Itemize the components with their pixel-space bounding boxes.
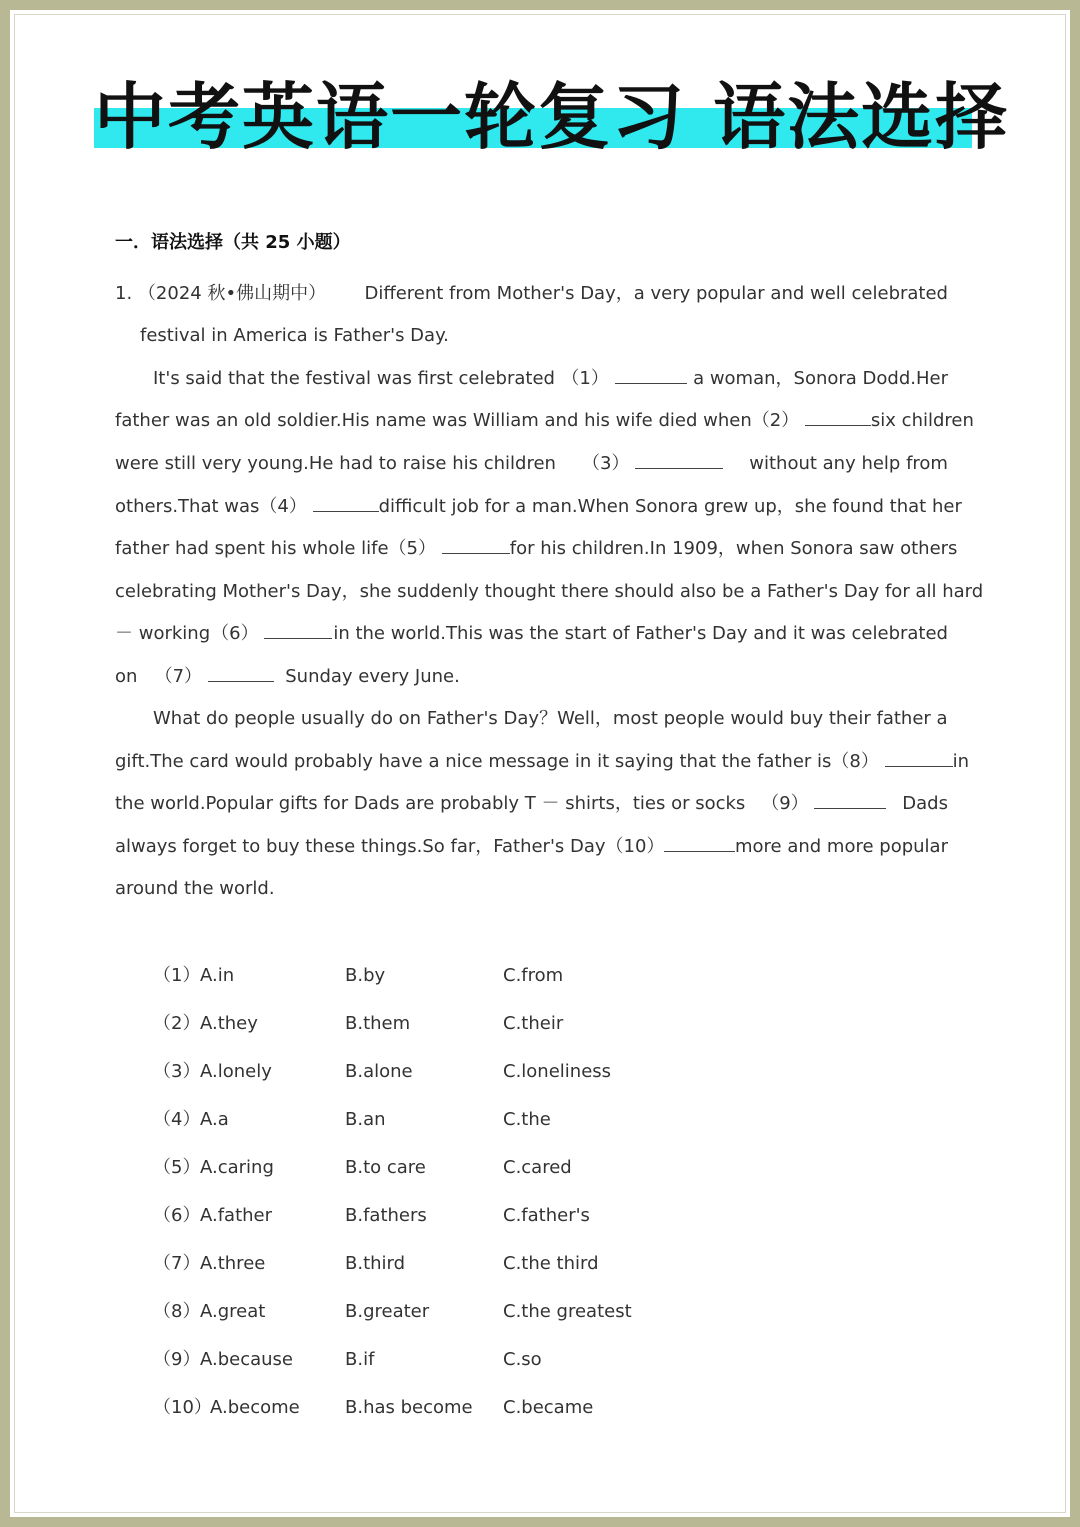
option-number: （10） [153, 1397, 212, 1418]
option-number: （4） [153, 1109, 201, 1130]
passage-line [115, 620, 948, 648]
option-a[interactable]: A.caring [200, 1157, 274, 1178]
passage-text: others.That was [115, 496, 260, 517]
option-a[interactable]: A.father [200, 1205, 273, 1226]
option-b[interactable]: B.alone [345, 1061, 413, 1082]
option-c[interactable]: C.the [503, 1109, 551, 1130]
passage-line [115, 450, 948, 478]
option-number: （8） [153, 1301, 201, 1322]
passage-text: Different from Mother's Day，a very popular and well celebrated [364, 283, 948, 304]
option-a[interactable]: A.because [200, 1349, 294, 1370]
passage-text: six children [870, 410, 974, 431]
option-number: （2） [153, 1013, 201, 1034]
option-number: （6） [153, 1205, 201, 1226]
option-c[interactable]: C.the greatest [503, 1301, 632, 1322]
answer-blank[interactable] [208, 663, 274, 682]
option-c[interactable]: C.so [503, 1349, 542, 1370]
passage-text: What do people usually do on Father's Day？Well，most people would buy their father a [153, 708, 948, 729]
answer-blank[interactable] [313, 493, 379, 512]
passage-line [153, 705, 948, 733]
passage-line [115, 578, 984, 606]
blank-number: （9） [761, 793, 809, 814]
passage-text: more and more popular [735, 836, 948, 857]
option-a[interactable]: A.lonely [200, 1061, 272, 1082]
option-b[interactable]: B.to care [345, 1157, 426, 1178]
blank-number: （3） [582, 453, 630, 474]
option-number: （1） [153, 965, 201, 986]
passage-text: in the world.This was the start of Father's Day and it was celebrated [333, 623, 948, 644]
passage-line [115, 790, 948, 818]
option-c[interactable]: C.became [503, 1397, 594, 1418]
answer-blank[interactable] [635, 450, 723, 469]
passage-line [153, 365, 948, 393]
passage-text: for his children.In 1909，when Sonora saw others [509, 538, 958, 559]
passage-text: always forget to buy these things.So far，Father's Day（10） [115, 836, 665, 857]
passage-text: － working [115, 623, 211, 644]
passage-line [115, 833, 948, 861]
answer-blank[interactable] [264, 620, 332, 639]
option-b[interactable]: B.fathers [345, 1205, 427, 1226]
passage-text: around the world. [115, 878, 275, 899]
blank-number: （5） [388, 538, 436, 559]
answer-blank[interactable] [615, 365, 687, 384]
passage-text: Dads [902, 793, 948, 814]
option-b[interactable]: B.by [345, 965, 386, 986]
passage-text: festival in America is Father's Day. [140, 325, 449, 346]
blank-number: （6） [211, 623, 259, 644]
passage-text: without any help from [749, 453, 948, 474]
passage-line [115, 535, 958, 563]
option-c[interactable]: C.from [503, 965, 564, 986]
option-c[interactable]: C.cared [503, 1157, 572, 1178]
passage-line [140, 322, 973, 350]
passage-text: It's said that the festival was first celebrated [153, 368, 555, 389]
option-a[interactable]: A.become [210, 1397, 300, 1418]
question-number: 1. [115, 283, 133, 304]
passage-line [115, 748, 970, 776]
passage-line [115, 280, 948, 308]
passage-text: gift.The card would probably have a nice message in it saying that the father is [115, 751, 832, 772]
passage-text: a woman，Sonora Dodd.Her [693, 368, 948, 389]
option-a[interactable]: A.in [200, 965, 235, 986]
passage-line [115, 663, 948, 691]
passage-text: celebrating Mother's Day，she suddenly thought there should also be a Father's Day for all hard [115, 581, 984, 602]
passage-line [115, 493, 962, 521]
option-b[interactable]: B.has become [345, 1397, 473, 1418]
option-b[interactable]: B.them [345, 1013, 411, 1034]
blank-number: （8） [831, 751, 879, 772]
page-title: 中考英语一轮复习 语法选择 [94, 74, 1010, 159]
answer-blank[interactable] [805, 407, 871, 426]
blank-number: （2） [751, 410, 800, 431]
option-b[interactable]: B.greater [345, 1301, 430, 1322]
passage-text: the world.Popular gifts for Dads are probably T － shirts，ties or socks [115, 793, 746, 814]
blank-number: （7） [154, 666, 203, 687]
blank-number: （1） [561, 368, 609, 389]
passage-text: father was an old soldier.His name was William and his wife died when [115, 410, 752, 431]
option-number: （3） [153, 1061, 201, 1082]
option-number: （7） [153, 1253, 201, 1274]
answer-blank[interactable] [885, 748, 953, 767]
answer-blank[interactable] [664, 833, 735, 852]
option-b[interactable]: B.an [345, 1109, 386, 1130]
passage-line [115, 875, 948, 903]
option-c[interactable]: C.loneliness [503, 1061, 612, 1082]
passage-text: in [952, 751, 970, 772]
option-a[interactable]: A.they [200, 1013, 258, 1034]
option-c[interactable]: C.the third [503, 1253, 599, 1274]
passage-text: father had spent his whole life [115, 538, 389, 559]
option-a[interactable]: A.a [200, 1109, 229, 1130]
answer-blank[interactable] [442, 535, 510, 554]
option-number: （9） [153, 1349, 201, 1370]
answer-blank[interactable] [814, 790, 886, 809]
passage-text: on [115, 666, 138, 687]
option-c[interactable]: C.father's [503, 1205, 590, 1226]
section-heading: 一．语法选择（共 25 小题） [115, 232, 351, 253]
option-b[interactable]: B.if [345, 1349, 375, 1370]
passage-text: Sunday every June. [285, 666, 460, 687]
question-source: （2024 秋•佛山期中） [137, 283, 327, 304]
option-a[interactable]: A.great [200, 1301, 266, 1322]
blank-number: （4） [259, 496, 307, 517]
option-c[interactable]: C.their [503, 1013, 564, 1034]
passage-line [115, 407, 974, 435]
option-a[interactable]: A.three [200, 1253, 266, 1274]
option-b[interactable]: B.third [345, 1253, 406, 1274]
passage-text: were still very young.He had to raise his children [115, 453, 556, 474]
option-number: （5） [153, 1157, 201, 1178]
passage-text: difficult job for a man.When Sonora grew up，she found that her [378, 496, 962, 517]
